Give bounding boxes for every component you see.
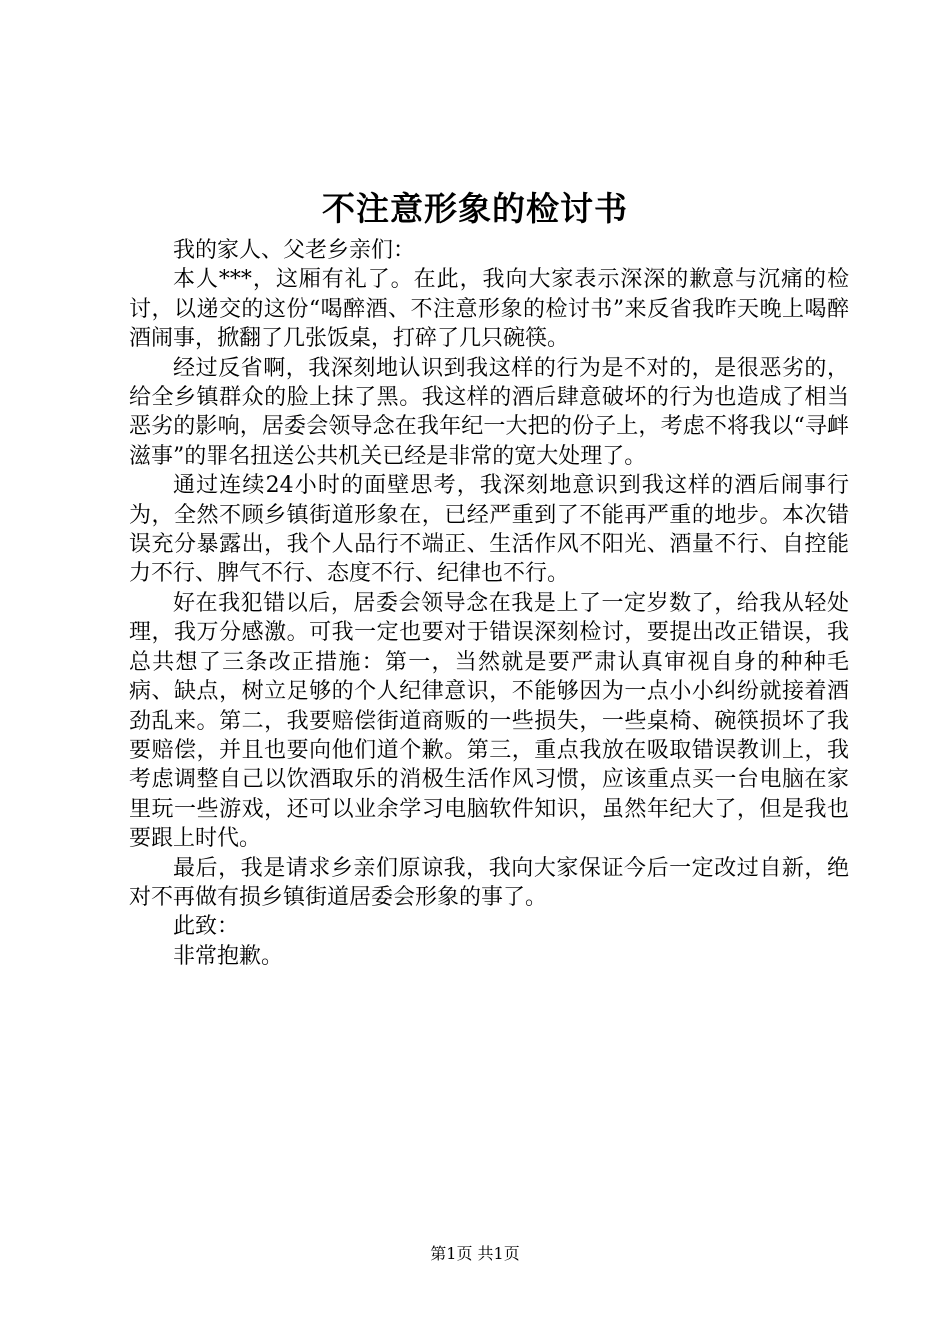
paragraph-1: 本人***，这厢有礼了。在此，我向大家表示深深的歉意与沉痛的检讨，以递交的这份“喝醉酒、不注意形象的检讨书”来反省我昨天晚上喝醉酒闹事，掀翻了几张饭桌，打碎了几只碗筷。 — [129, 267, 849, 352]
salutation: 我的家人、父老乡亲们： — [173, 238, 416, 263]
closing: 此致： — [173, 914, 240, 940]
document-title: 不注意形象的检讨书 — [322, 189, 628, 228]
paragraph-4: 好在我犯错以后，居委会领导念在我是上了一定岁数了，给我从轻处理，我万分感激。可我一定也要对于错误深刻检讨，要提出改正错误，我总共想了三条改正措施：第一，当然就是要严肃认真审视自身的种种毛病、缺点，树立足够的个人纪律意识，不能够因为一点小小纠纷就接着酒劲乱来。第二，我要赔偿街道商贩的一些损失，一些桌椅、碗筷损坏了我要赔偿，并且也要向他们道个歉。第三，重点我放在吸取错误教训上，我考虑调整自己以饮酒取乐的消极生活作风习惯，应该重点买一台电脑在家里玩一些游戏，还可以业余学习电脑软件知识，虽然年纪大了，但是我也要跟上时代。 — [129, 590, 849, 852]
page-number-footer: 第1页 共1页 — [430, 1244, 520, 1263]
document-body — [129, 236, 849, 971]
signoff: 非常抱歉。 — [173, 943, 284, 969]
paragraph-3: 通过连续24小时的面壁思考，我深刻地意识到我这样的酒后闹事行为，全然不顾乡镇街道形象在，已经严重到了不能再严重的地步。本次错误充分暴露出，我个人品行不端正、生活作风不阳光、酒量不行、自控能力不行、脾气不行、态度不行、纪律也不行。 — [129, 473, 849, 587]
paragraph-5: 最后，我是请求乡亲们原谅我，我向大家保证今后一定改过自新，绝对不再做有损乡镇街道居委会形象的事了。 — [129, 855, 849, 910]
paragraph-2: 经过反省啊，我深刻地认识到我这样的行为是不对的，是很恶劣的，给全乡镇群众的脸上抹了黑。我这样的酒后肆意破坏的行为也造成了相当恶劣的影响，居委会领导念在我年纪一大把的份子上，考虑不将我以“寻衅滋事”的罪名扭送公共机关已经是非常的宽大处理了。 — [129, 355, 849, 469]
